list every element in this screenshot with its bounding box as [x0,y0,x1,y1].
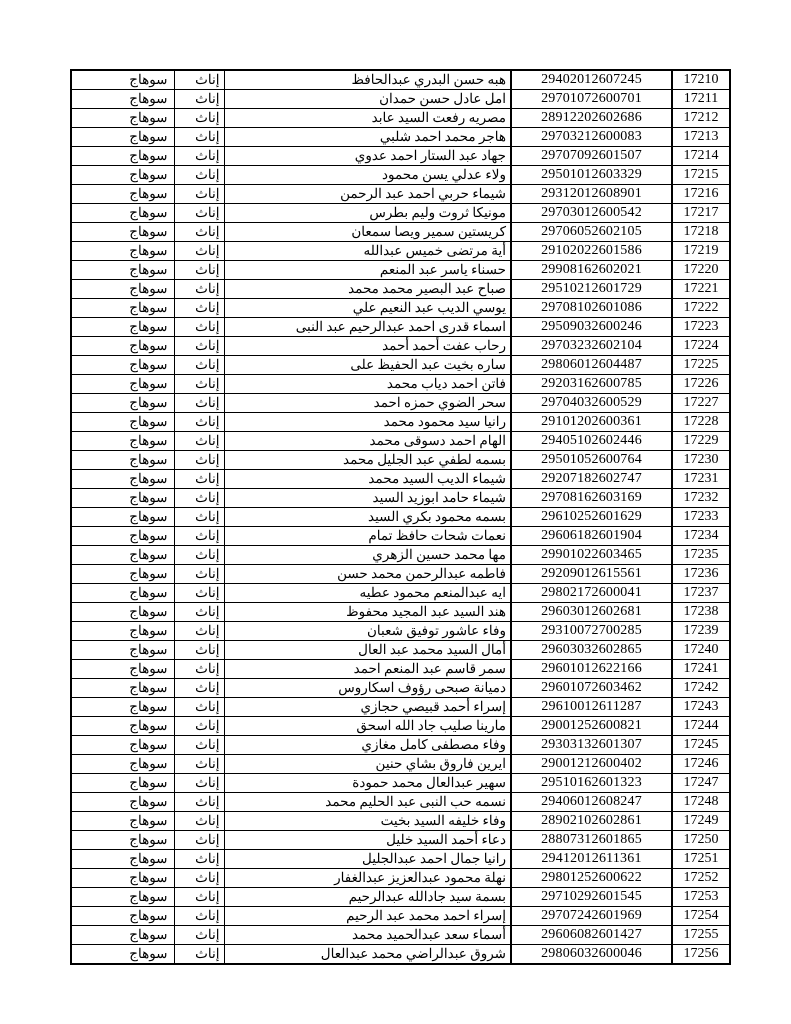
governorate-cell: سوهاج [71,736,174,755]
gender-cell: إناث [174,185,224,204]
name-cell: مها محمد حسين الزهري [224,546,511,565]
serial-number-cell: 17251 [672,850,730,869]
gender-cell: إناث [174,375,224,394]
serial-number-cell: 17214 [672,147,730,166]
gender-cell: إناث [174,394,224,413]
serial-number-cell: 17232 [672,489,730,508]
serial-number-cell: 17210 [672,70,730,90]
name-cell: فاطمه عبدالرحمن محمد حسن [224,565,511,584]
governorate-cell: سوهاج [71,774,174,793]
serial-number-cell: 17218 [672,223,730,242]
serial-number-cell: 17247 [672,774,730,793]
national-id-cell: 29207182602747 [511,470,672,489]
national-id-cell: 29406012608247 [511,793,672,812]
table-row [71,641,730,660]
gender-cell: إناث [174,261,224,280]
table-row [71,698,730,717]
table-row [71,850,730,869]
serial-number-cell: 17243 [672,698,730,717]
serial-number-cell: 17217 [672,204,730,223]
governorate-cell: سوهاج [71,584,174,603]
serial-number-cell: 17255 [672,926,730,945]
name-cell: رحاب عفت أحمد أحمد [224,337,511,356]
governorate-cell: سوهاج [71,641,174,660]
serial-number-cell: 17215 [672,166,730,185]
serial-number-cell: 17233 [672,508,730,527]
table-row [71,812,730,831]
gender-cell: إناث [174,907,224,926]
national-id-cell: 29707092601507 [511,147,672,166]
serial-number-cell: 17250 [672,831,730,850]
name-cell: وفاء خليفه السيد بخيت [224,812,511,831]
serial-number-cell: 17246 [672,755,730,774]
governorate-cell: سوهاج [71,70,174,90]
name-cell: ايرين فاروق بشاي حنين [224,755,511,774]
national-id-cell: 29402012607245 [511,70,672,90]
governorate-cell: سوهاج [71,679,174,698]
serial-number-cell: 17228 [672,413,730,432]
national-id-cell: 29707242601969 [511,907,672,926]
serial-number-cell: 17249 [672,812,730,831]
governorate-cell: سوهاج [71,622,174,641]
national-id-cell: 29209012615561 [511,565,672,584]
governorate-cell: سوهاج [71,831,174,850]
serial-number-cell: 17216 [672,185,730,204]
gender-cell: إناث [174,242,224,261]
table-row [71,185,730,204]
governorate-cell: سوهاج [71,375,174,394]
gender-cell: إناث [174,584,224,603]
national-id-cell: 29708102601086 [511,299,672,318]
gender-cell: إناث [174,793,224,812]
table-row [71,945,730,965]
serial-number-cell: 17212 [672,109,730,128]
gender-cell: إناث [174,603,224,622]
gender-cell: إناث [174,831,224,850]
serial-number-cell: 17242 [672,679,730,698]
serial-number-cell: 17245 [672,736,730,755]
serial-number-cell: 17240 [672,641,730,660]
table-row [71,603,730,622]
serial-number-cell: 17221 [672,280,730,299]
national-id-cell: 29310072700285 [511,622,672,641]
national-id-cell: 29801252600622 [511,869,672,888]
governorate-cell: سوهاج [71,755,174,774]
serial-number-cell: 17231 [672,470,730,489]
table-row [71,318,730,337]
name-cell: صباح عبد البصير محمد محمد [224,280,511,299]
name-cell: هند السيد عبد المجيد محفوظ [224,603,511,622]
governorate-cell: سوهاج [71,717,174,736]
name-cell: فاتن احمد دياب محمد [224,375,511,394]
national-id-cell: 29710292601545 [511,888,672,907]
table-row [71,831,730,850]
table-row [71,90,730,109]
governorate-cell: سوهاج [71,546,174,565]
serial-number-cell: 17224 [672,337,730,356]
serial-number-cell: 17220 [672,261,730,280]
serial-number-cell: 17211 [672,90,730,109]
gender-cell: إناث [174,109,224,128]
gender-cell: إناث [174,565,224,584]
serial-number-cell: 17222 [672,299,730,318]
governorate-cell: سوهاج [71,565,174,584]
table-row [71,299,730,318]
national-id-cell: 29509032600246 [511,318,672,337]
table-row [71,888,730,907]
governorate-cell: سوهاج [71,185,174,204]
name-cell: شيماء الديب السيد محمد [224,470,511,489]
governorate-cell: سوهاج [71,299,174,318]
name-cell: نعمات شحات حافظ تمام [224,527,511,546]
governorate-cell: سوهاج [71,945,174,965]
serial-number-cell: 17256 [672,945,730,965]
table-row [71,565,730,584]
national-id-cell: 29708162603169 [511,489,672,508]
table-row [71,470,730,489]
serial-number-cell: 17252 [672,869,730,888]
name-cell: رانيا سيد محمود محمد [224,413,511,432]
table-row [71,356,730,375]
gender-cell: إناث [174,280,224,299]
name-cell: دميانة صبحى رؤوف اسكاروس [224,679,511,698]
records-table [70,69,731,965]
national-id-cell: 29001212600402 [511,755,672,774]
gender-cell: إناث [174,489,224,508]
name-cell: ايه عبدالمنعم محمود عطيه [224,584,511,603]
gender-cell: إناث [174,717,224,736]
serial-number-cell: 17213 [672,128,730,147]
governorate-cell: سوهاج [71,166,174,185]
gender-cell: إناث [174,413,224,432]
name-cell: بسمه لطفي عبد الجليل محمد [224,451,511,470]
serial-number-cell: 17238 [672,603,730,622]
table-row [71,527,730,546]
gender-cell: إناث [174,508,224,527]
governorate-cell: سوهاج [71,451,174,470]
gender-cell: إناث [174,888,224,907]
national-id-cell: 29510162601323 [511,774,672,793]
table-row [71,280,730,299]
table-row [71,223,730,242]
table-row [71,660,730,679]
national-id-cell: 29601012622166 [511,660,672,679]
table-row [71,546,730,565]
name-cell: حسناء ياسر عبد المنعم [224,261,511,280]
name-cell: ولاء عدلي يسن محمود [224,166,511,185]
table-row [71,869,730,888]
gender-cell: إناث [174,679,224,698]
gender-cell: إناث [174,223,224,242]
gender-cell: إناث [174,641,224,660]
gender-cell: إناث [174,90,224,109]
gender-cell: إناث [174,128,224,147]
name-cell: يوسي الديب عبد النعيم علي [224,299,511,318]
national-id-cell: 29703232602104 [511,337,672,356]
table-row [71,413,730,432]
table-row [71,907,730,926]
national-id-cell: 28807312601865 [511,831,672,850]
serial-number-cell: 17254 [672,907,730,926]
governorate-cell: سوهاج [71,907,174,926]
serial-number-cell: 17244 [672,717,730,736]
name-cell: الهام احمد دسوقى محمد [224,432,511,451]
governorate-cell: سوهاج [71,223,174,242]
governorate-cell: سوهاج [71,432,174,451]
gender-cell: إناث [174,774,224,793]
national-id-cell: 28912202602686 [511,109,672,128]
governorate-cell: سوهاج [71,527,174,546]
governorate-cell: سوهاج [71,128,174,147]
gender-cell: إناث [174,527,224,546]
gender-cell: إناث [174,204,224,223]
gender-cell: إناث [174,451,224,470]
gender-cell: إناث [174,432,224,451]
table-row [71,736,730,755]
national-id-cell: 29501052600764 [511,451,672,470]
gender-cell: إناث [174,318,224,337]
governorate-cell: سوهاج [71,812,174,831]
governorate-cell: سوهاج [71,242,174,261]
national-id-cell: 29606182601904 [511,527,672,546]
governorate-cell: سوهاج [71,109,174,128]
governorate-cell: سوهاج [71,261,174,280]
gender-cell: إناث [174,166,224,185]
serial-number-cell: 17230 [672,451,730,470]
governorate-cell: سوهاج [71,337,174,356]
table-row [71,70,730,90]
governorate-cell: سوهاج [71,356,174,375]
serial-number-cell: 17237 [672,584,730,603]
table-row [71,128,730,147]
table-row [71,432,730,451]
gender-cell: إناث [174,70,224,90]
national-id-cell: 29610252601629 [511,508,672,527]
gender-cell: إناث [174,356,224,375]
governorate-cell: سوهاج [71,508,174,527]
gender-cell: إناث [174,698,224,717]
table-row [71,717,730,736]
table-row [71,489,730,508]
gender-cell: إناث [174,299,224,318]
serial-number-cell: 17219 [672,242,730,261]
name-cell: امل عادل حسن حمدان [224,90,511,109]
governorate-cell: سوهاج [71,850,174,869]
name-cell: سحر الضوي حمزه احمد [224,394,511,413]
governorate-cell: سوهاج [71,318,174,337]
national-id-cell: 29703212600083 [511,128,672,147]
national-id-cell: 29908162602021 [511,261,672,280]
national-id-cell: 29102022601586 [511,242,672,261]
name-cell: شيماء حامد ابوزيد السيد [224,489,511,508]
national-id-cell: 29806012604487 [511,356,672,375]
name-cell: كريستين سمير ويصا سمعان [224,223,511,242]
table-row [71,261,730,280]
gender-cell: إناث [174,147,224,166]
name-cell: شيماء حربي احمد عبد الرحمن [224,185,511,204]
name-cell: شروق عبدالراضي محمد عبدالعال [224,945,511,965]
gender-cell: إناث [174,755,224,774]
name-cell: إسراء أحمد قبيصي حجازي [224,698,511,717]
gender-cell: إناث [174,812,224,831]
table-row [71,375,730,394]
table-row [71,394,730,413]
national-id-cell: 29412012611361 [511,850,672,869]
table-row [71,584,730,603]
name-cell: سمر قاسم عبد المنعم احمد [224,660,511,679]
national-id-cell: 29501012603329 [511,166,672,185]
name-cell: جهاد عبد الستار احمد عدوي [224,147,511,166]
table-row [71,755,730,774]
name-cell: أية مرتضى خميس عبدالله [224,242,511,261]
table-row [71,622,730,641]
national-id-cell: 29603012602681 [511,603,672,622]
gender-cell: إناث [174,850,224,869]
governorate-cell: سوهاج [71,470,174,489]
governorate-cell: سوهاج [71,793,174,812]
national-id-cell: 29901022603465 [511,546,672,565]
name-cell: أسماء سعد عبدالحميد محمد [224,926,511,945]
national-id-cell: 29312012608901 [511,185,672,204]
governorate-cell: سوهاج [71,603,174,622]
national-id-cell: 29510212601729 [511,280,672,299]
table-row [71,926,730,945]
table-row [71,204,730,223]
table-row [71,166,730,185]
table-row [71,774,730,793]
national-id-cell: 29405102602446 [511,432,672,451]
table-row [71,451,730,470]
name-cell: سهير عبدالعال محمد حمودة [224,774,511,793]
name-cell: رانيا جمال احمد عبدالجليل [224,850,511,869]
national-id-cell: 29802172600041 [511,584,672,603]
governorate-cell: سوهاج [71,926,174,945]
serial-number-cell: 17253 [672,888,730,907]
name-cell: بسمة سيد جادالله عبدالرحيم [224,888,511,907]
name-cell: مصريه رفعت السيد عابد [224,109,511,128]
governorate-cell: سوهاج [71,413,174,432]
name-cell: هبه حسن البدري عبدالحافظ [224,70,511,90]
name-cell: وفاء مصطفى كامل مغازي [224,736,511,755]
governorate-cell: سوهاج [71,869,174,888]
governorate-cell: سوهاج [71,90,174,109]
name-cell: وفاء عاشور توفيق شعبان [224,622,511,641]
governorate-cell: سوهاج [71,660,174,679]
serial-number-cell: 17226 [672,375,730,394]
serial-number-cell: 17227 [672,394,730,413]
serial-number-cell: 17239 [672,622,730,641]
national-id-cell: 29703012600542 [511,204,672,223]
serial-number-cell: 17236 [672,565,730,584]
gender-cell: إناث [174,945,224,965]
gender-cell: إناث [174,470,224,489]
serial-number-cell: 17234 [672,527,730,546]
national-id-cell: 29606082601427 [511,926,672,945]
governorate-cell: سوهاج [71,489,174,508]
table-row [71,793,730,812]
name-cell: إسراء احمد محمد عبد الرحيم [224,907,511,926]
serial-number-cell: 17225 [672,356,730,375]
national-id-cell: 29001252600821 [511,717,672,736]
table-row [71,109,730,128]
name-cell: بسمه محمود بكري السيد [224,508,511,527]
national-id-cell: 29610012611287 [511,698,672,717]
gender-cell: إناث [174,736,224,755]
records-table-body [71,70,730,964]
name-cell: مارينا صليب جاد الله اسحق [224,717,511,736]
national-id-cell: 29704032600529 [511,394,672,413]
name-cell: مونيكا ثروت وليم بطرس [224,204,511,223]
serial-number-cell: 17248 [672,793,730,812]
table-row [71,679,730,698]
national-id-cell: 29203162600785 [511,375,672,394]
gender-cell: إناث [174,337,224,356]
name-cell: ساره بخيت عبد الحفيظ على [224,356,511,375]
national-id-cell: 29706052602105 [511,223,672,242]
table-row [71,337,730,356]
name-cell: نهلة محمود عبدالعزيز عبدالغفار [224,869,511,888]
governorate-cell: سوهاج [71,698,174,717]
table-row [71,508,730,527]
table-row [71,242,730,261]
national-id-cell: 29603032602865 [511,641,672,660]
governorate-cell: سوهاج [71,147,174,166]
serial-number-cell: 17223 [672,318,730,337]
governorate-cell: سوهاج [71,888,174,907]
governorate-cell: سوهاج [71,204,174,223]
serial-number-cell: 17241 [672,660,730,679]
table-row [71,147,730,166]
governorate-cell: سوهاج [71,394,174,413]
gender-cell: إناث [174,660,224,679]
name-cell: هاجر محمد احمد شلبي [224,128,511,147]
governorate-cell: سوهاج [71,280,174,299]
gender-cell: إناث [174,869,224,888]
name-cell: اسماء قدرى احمد عبدالرحيم عبد النبى [224,318,511,337]
gender-cell: إناث [174,546,224,565]
national-id-cell: 28902102602861 [511,812,672,831]
serial-number-cell: 17229 [672,432,730,451]
national-id-cell: 29303132601307 [511,736,672,755]
name-cell: نسمه حب النبى عبد الحليم محمد [224,793,511,812]
serial-number-cell: 17235 [672,546,730,565]
gender-cell: إناث [174,926,224,945]
national-id-cell: 29601072603462 [511,679,672,698]
name-cell: أمال السيد محمد عبد العال [224,641,511,660]
national-id-cell: 29701072600701 [511,90,672,109]
gender-cell: إناث [174,622,224,641]
national-id-cell: 29101202600361 [511,413,672,432]
national-id-cell: 29806032600046 [511,945,672,965]
name-cell: دعاء أحمد السيد خليل [224,831,511,850]
